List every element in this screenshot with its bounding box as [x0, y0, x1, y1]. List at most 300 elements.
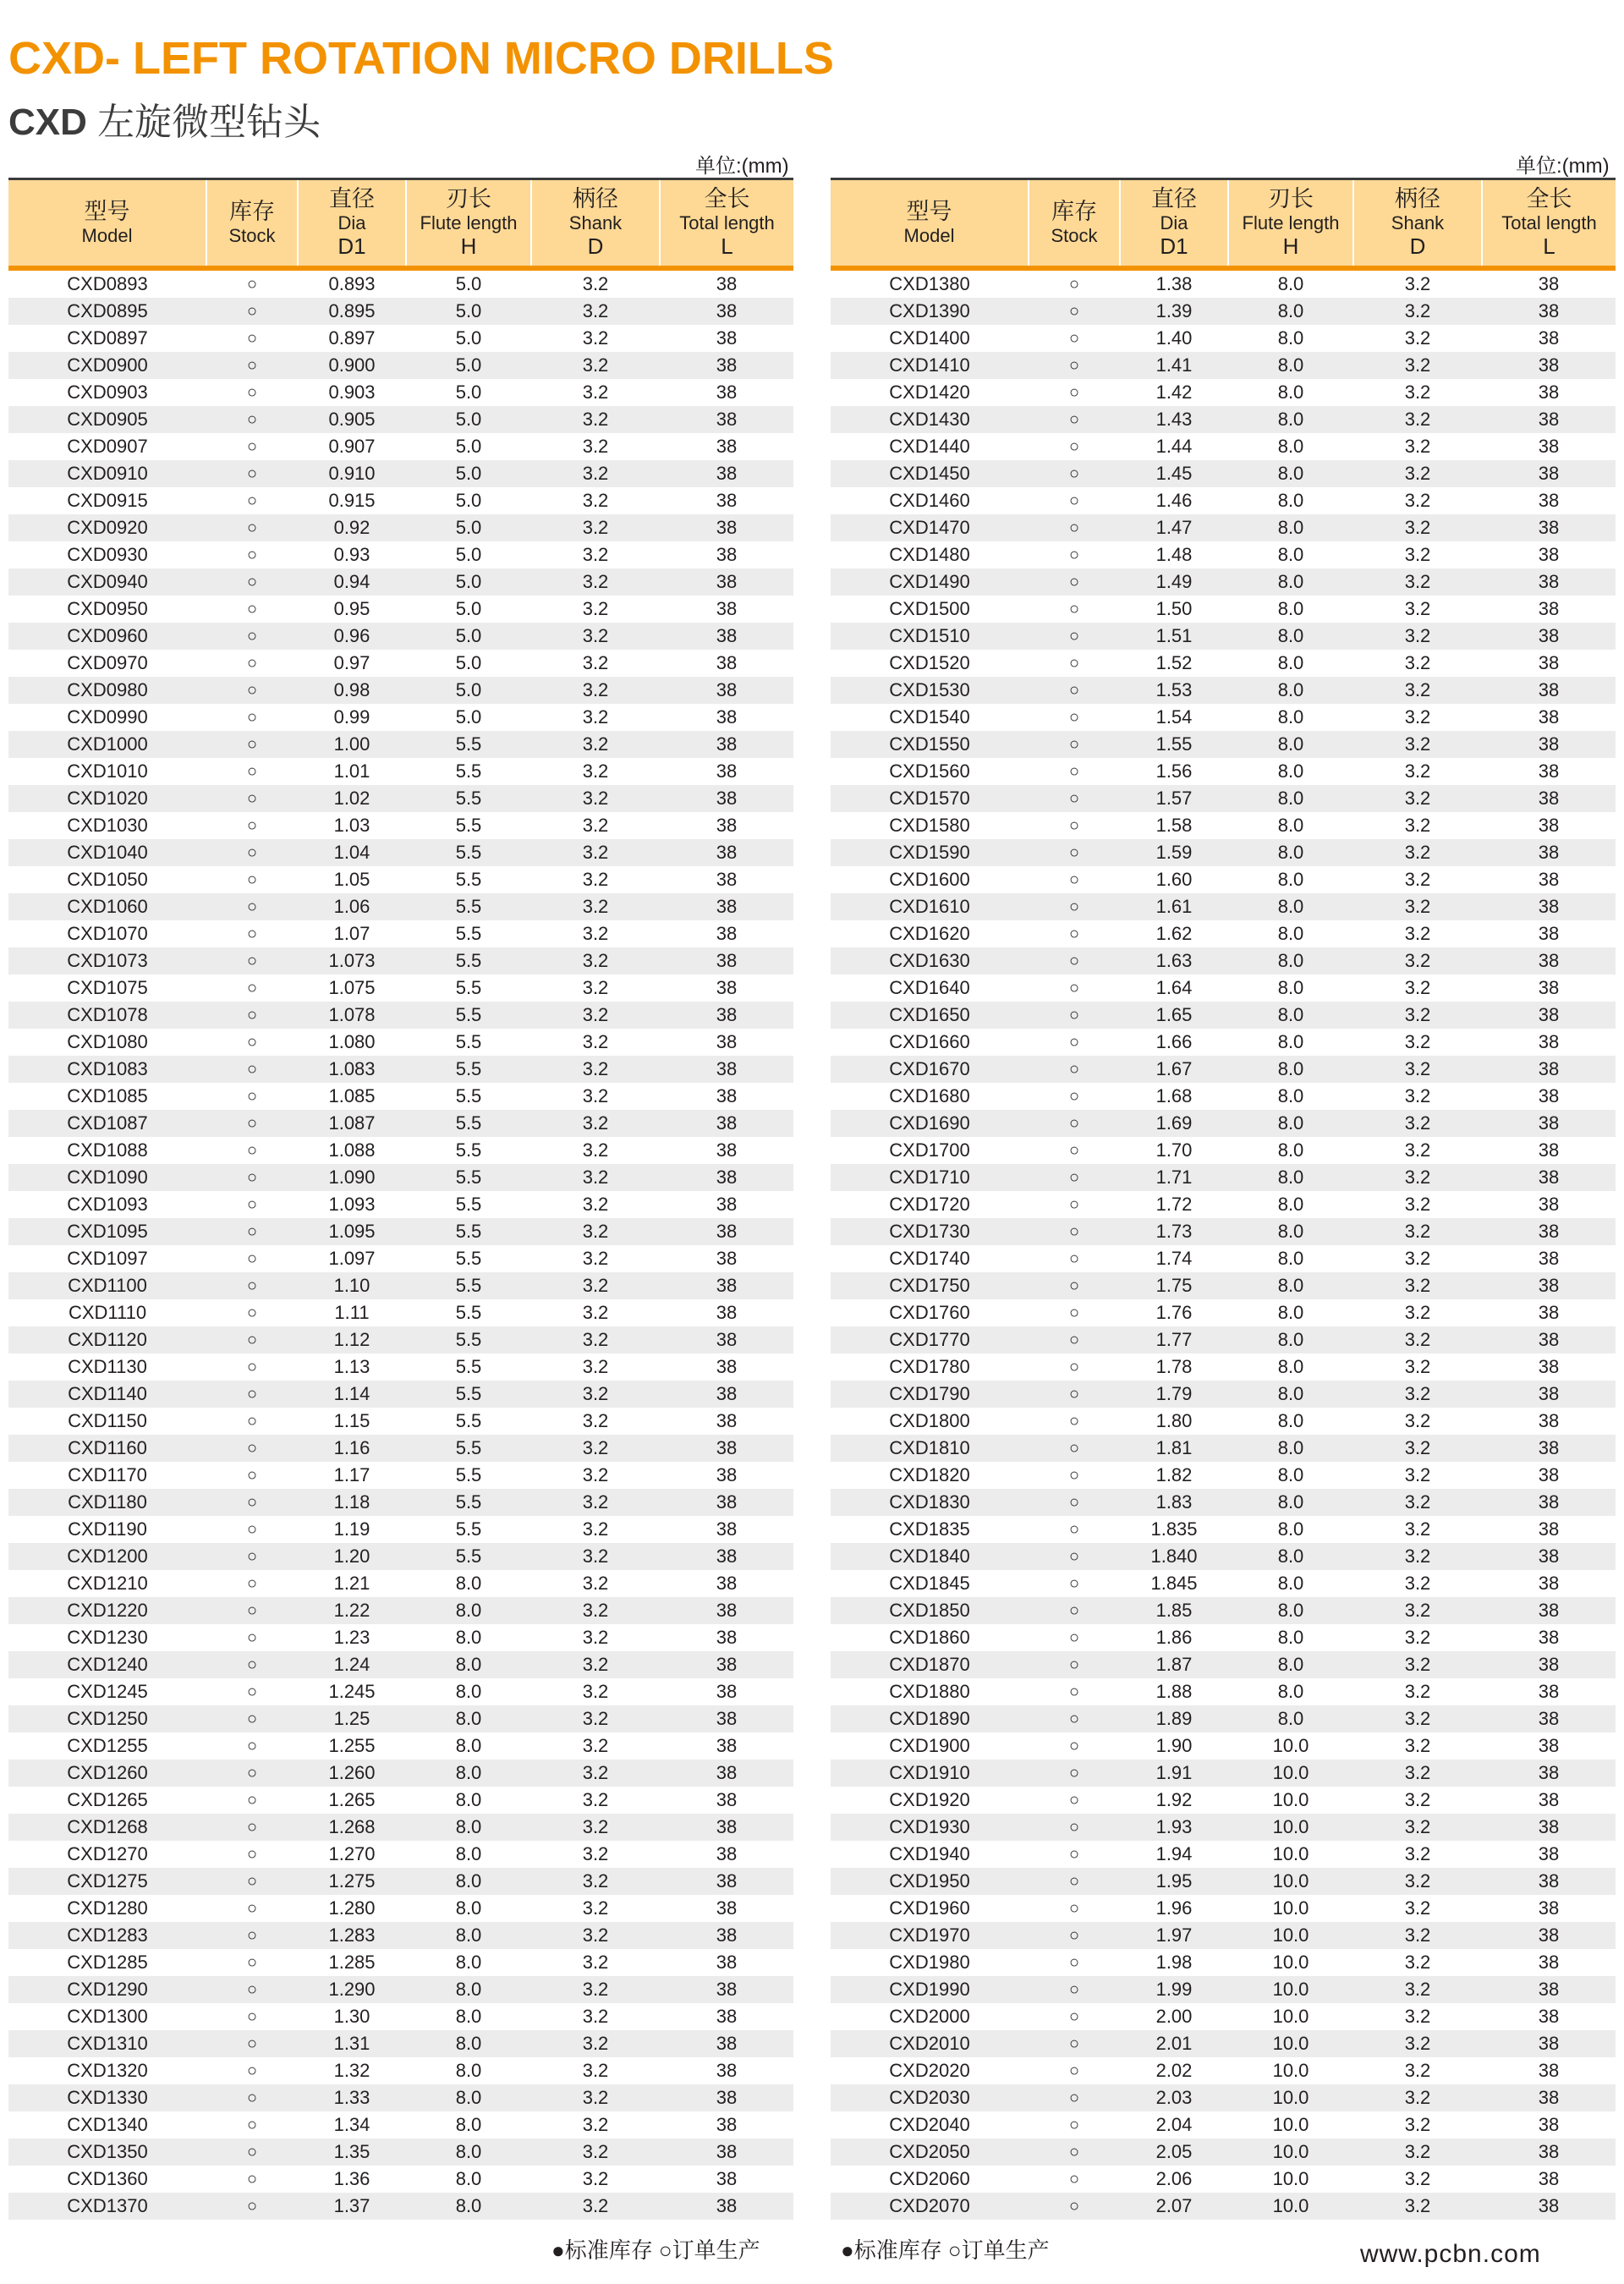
model-cell: CXD1940 [889, 1843, 970, 1864]
model-cell: CXD0990 [67, 706, 148, 727]
website-url: www.pcbn.com [1360, 2240, 1541, 2268]
flute-cell: 8.0 [1228, 1597, 1353, 1624]
shank-cell: 3.2 [531, 406, 660, 433]
table-row [831, 325, 1616, 352]
dia-cell: 1.265 [328, 1789, 376, 1810]
model-cell: CXD1790 [831, 1381, 1029, 1408]
stock-cell: ○ [1068, 816, 1080, 835]
flute-cell: 5.5 [406, 1164, 531, 1191]
model-cell: CXD1650 [831, 1002, 1029, 1029]
total-cell: 38 [1482, 1760, 1616, 1787]
flute-cell: 8.0 [1277, 490, 1304, 511]
total-cell: 38 [660, 1705, 793, 1732]
table-row [831, 947, 1616, 975]
stock-cell: ○ [206, 2193, 298, 2220]
stock-cell: ○ [246, 275, 258, 294]
table-row [831, 1191, 1616, 1218]
shank-cell: 3.2 [1404, 1356, 1431, 1377]
dia-cell: 1.41 [1120, 352, 1228, 379]
model-cell: CXD1095 [8, 1218, 206, 1245]
shank-cell: 3.2 [531, 1976, 660, 2003]
table-row [831, 596, 1616, 623]
stock-cell: ○ [246, 546, 258, 564]
shank-cell: 3.2 [1353, 1976, 1482, 2003]
flute-cell: 8.0 [1228, 568, 1353, 596]
flute-cell: 5.5 [455, 923, 482, 944]
flute-cell: 8.0 [1228, 514, 1353, 541]
header-model: 型号 Model [831, 179, 1029, 269]
dia-cell: 2.03 [1120, 2084, 1228, 2111]
flute-cell: 8.0 [1277, 923, 1304, 944]
stock-cell: ○ [246, 2007, 258, 2026]
table-row [8, 379, 793, 406]
stock-cell: ○ [1029, 1705, 1120, 1732]
flute-cell: 8.0 [1228, 893, 1353, 920]
dia-cell: 1.073 [298, 947, 406, 975]
flute-cell: 8.0 [455, 1843, 482, 1864]
stock-cell: ○ [1029, 1489, 1120, 1516]
table-row [831, 677, 1616, 704]
stock-cell: ○ [1068, 1683, 1080, 1701]
dia-cell: 1.87 [1120, 1651, 1228, 1678]
flute-cell: 10.0 [1228, 1922, 1353, 1949]
table-row [831, 1922, 1616, 1949]
shank-cell: 3.2 [1353, 947, 1482, 975]
shank-cell: 3.2 [1404, 2006, 1431, 2027]
model-cell: CXD1268 [8, 1814, 206, 1841]
dia-cell: 1.95 [1120, 1868, 1228, 1895]
shank-cell: 3.2 [531, 1326, 660, 1353]
model-cell: CXD1845 [889, 1573, 970, 1594]
table-row [831, 514, 1616, 541]
stock-cell: ○ [246, 2116, 258, 2134]
stock-cell: ○ [1068, 1574, 1080, 1593]
table-row [831, 1462, 1616, 1489]
dia-cell: 1.99 [1120, 1976, 1228, 2003]
shank-cell: 3.2 [1353, 731, 1482, 758]
table-row [8, 1651, 793, 1678]
model-cell: CXD1255 [67, 1735, 148, 1756]
model-cell: CXD1540 [889, 706, 970, 727]
table-row [831, 1326, 1616, 1353]
total-cell: 38 [716, 1573, 738, 1594]
flute-cell: 8.0 [1277, 1085, 1304, 1106]
dia-cell: 1.35 [298, 2139, 406, 2166]
stock-cell: ○ [246, 2170, 258, 2188]
flute-cell: 8.0 [406, 2030, 531, 2057]
flute-cell: 8.0 [455, 1897, 482, 1919]
stock-cell: ○ [206, 2030, 298, 2057]
model-cell: CXD2030 [831, 2084, 1029, 2111]
dia-cell: 1.64 [1155, 977, 1193, 998]
flute-cell: 5.0 [455, 598, 482, 619]
shank-cell: 3.2 [531, 1868, 660, 1895]
shank-cell: 3.2 [582, 2168, 609, 2189]
total-cell: 38 [716, 706, 738, 727]
total-cell: 38 [1482, 1218, 1616, 1245]
model-cell: CXD0893 [67, 273, 148, 294]
stock-cell: ○ [1029, 785, 1120, 812]
total-cell: 38 [660, 2030, 793, 2057]
total-cell: 38 [716, 490, 738, 511]
total-cell: 38 [716, 436, 738, 457]
shank-cell: 3.2 [1404, 1518, 1431, 1540]
model-cell: CXD0930 [67, 544, 148, 565]
flute-cell: 8.0 [406, 1651, 531, 1678]
total-cell: 38 [716, 1735, 738, 1756]
stock-cell: ○ [1029, 568, 1120, 596]
dia-cell: 0.94 [298, 568, 406, 596]
dia-cell: 1.88 [1155, 1681, 1193, 1702]
table-row [831, 975, 1616, 1002]
table-row [8, 325, 793, 352]
table-row [8, 1462, 793, 1489]
table-row [8, 1597, 793, 1624]
stock-cell: ○ [1029, 1218, 1120, 1245]
model-cell: CXD1670 [831, 1056, 1029, 1083]
flute-cell: 8.0 [455, 1573, 482, 1594]
table-row [831, 487, 1616, 514]
table-row [831, 1732, 1616, 1760]
stock-cell: ○ [246, 1141, 258, 1160]
dia-cell: 1.56 [1155, 760, 1193, 782]
model-cell: CXD1100 [8, 1272, 206, 1299]
flute-cell: 8.0 [1277, 1410, 1304, 1431]
stock-cell: ○ [246, 383, 258, 402]
total-cell: 38 [1482, 298, 1616, 325]
stock-cell: ○ [1068, 1899, 1080, 1918]
total-cell: 38 [1482, 1814, 1616, 1841]
flute-cell: 8.0 [406, 1814, 531, 1841]
model-cell: CXD1770 [831, 1326, 1029, 1353]
dia-cell: 1.24 [298, 1651, 406, 1678]
stock-cell: ○ [206, 1922, 298, 1949]
flute-cell: 10.0 [1228, 1976, 1353, 2003]
header-dia: 直径 Dia D1 [1120, 179, 1228, 269]
table-row [8, 1272, 793, 1299]
shank-cell: 3.2 [531, 514, 660, 541]
header-total: 全长 Total length L [1482, 179, 1616, 269]
dia-cell: 1.52 [1155, 652, 1193, 673]
shank-cell: 3.2 [1404, 1573, 1431, 1594]
table-row [831, 1245, 1616, 1272]
table-row [831, 1164, 1616, 1191]
stock-cell: ○ [246, 1304, 258, 1322]
dia-cell: 0.905 [298, 406, 406, 433]
header-flute: 刃长 Flute length H [1228, 179, 1353, 269]
stock-cell: ○ [1029, 893, 1120, 920]
total-cell: 38 [660, 1760, 793, 1787]
total-cell: 38 [660, 623, 793, 650]
table-row [831, 433, 1616, 460]
flute-cell: 5.0 [406, 406, 531, 433]
flute-cell: 10.0 [1272, 1735, 1309, 1756]
table-row [831, 1624, 1616, 1651]
total-cell: 38 [1538, 1681, 1560, 1702]
table-row [8, 1056, 793, 1083]
table-row [8, 596, 793, 623]
stock-cell: ○ [246, 654, 258, 673]
total-cell: 38 [1482, 2084, 1616, 2111]
total-cell: 38 [1482, 893, 1616, 920]
stock-cell: ○ [1029, 514, 1120, 541]
table-row [831, 1272, 1616, 1299]
dia-cell: 1.96 [1155, 1897, 1193, 1919]
flute-cell: 10.0 [1228, 1814, 1353, 1841]
total-cell: 38 [660, 731, 793, 758]
dia-cell: 1.285 [328, 1952, 376, 1973]
shank-cell: 3.2 [582, 652, 609, 673]
stock-cell: ○ [206, 1489, 298, 1516]
header-total: 全长 Total length L [660, 179, 793, 269]
total-cell: 38 [1538, 1194, 1560, 1215]
stock-cell: ○ [1029, 460, 1120, 487]
dia-cell: 1.18 [298, 1489, 406, 1516]
model-cell: CXD1150 [68, 1410, 147, 1431]
table-row [831, 1083, 1616, 1110]
dia-cell: 0.900 [298, 352, 406, 379]
stock-cell: ○ [1029, 1435, 1120, 1462]
flute-cell: 8.0 [1228, 1435, 1353, 1462]
model-cell: CXD1110 [68, 1302, 147, 1323]
shank-cell: 3.2 [531, 1760, 660, 1787]
model-cell: CXD1300 [67, 2006, 148, 2027]
flute-cell: 10.0 [1228, 2193, 1353, 2220]
shank-cell: 3.2 [1404, 760, 1431, 782]
flute-cell: 5.5 [455, 1464, 482, 1485]
flute-cell: 10.0 [1272, 2006, 1309, 2027]
flute-cell: 8.0 [1277, 1139, 1304, 1161]
shank-cell: 3.2 [531, 1651, 660, 1678]
table-row [831, 2003, 1616, 2030]
shank-cell: 3.2 [582, 1139, 609, 1161]
shank-cell: 3.2 [1353, 1110, 1482, 1137]
stock-cell: ○ [1068, 1466, 1080, 1485]
shank-cell: 3.2 [531, 623, 660, 650]
total-cell: 38 [1538, 1843, 1560, 1864]
shank-cell: 3.2 [1404, 1789, 1431, 1810]
flute-cell: 8.0 [1228, 947, 1353, 975]
total-cell: 38 [716, 2006, 738, 2027]
shank-cell: 3.2 [1404, 1248, 1431, 1269]
shank-cell: 3.2 [531, 1381, 660, 1408]
table-row [831, 1760, 1616, 1787]
table-header-row [8, 179, 793, 269]
model-cell: CXD1250 [8, 1705, 206, 1732]
total-cell: 38 [1538, 1356, 1560, 1377]
total-cell: 38 [1538, 977, 1560, 998]
shank-cell: 3.2 [582, 1735, 609, 1756]
total-cell: 38 [660, 568, 793, 596]
flute-cell: 5.5 [406, 1056, 531, 1083]
flute-cell: 10.0 [1228, 2084, 1353, 2111]
flute-cell: 8.0 [1277, 382, 1304, 403]
stock-cell: ○ [246, 1791, 258, 1809]
table-row [8, 433, 793, 460]
table-row [8, 1624, 793, 1651]
dia-cell: 1.33 [298, 2084, 406, 2111]
stock-cell: ○ [246, 491, 258, 510]
model-cell: CXD1880 [889, 1681, 970, 1702]
shank-cell: 3.2 [1404, 490, 1431, 511]
total-cell: 38 [1482, 460, 1616, 487]
flute-cell: 8.0 [406, 1705, 531, 1732]
total-cell: 38 [716, 760, 738, 782]
table-row [831, 1814, 1616, 1841]
model-cell: CXD0970 [67, 652, 148, 673]
flute-cell: 5.5 [455, 1518, 482, 1540]
total-cell: 38 [716, 382, 738, 403]
dia-cell: 1.255 [328, 1735, 376, 1756]
model-cell: CXD1730 [831, 1218, 1029, 1245]
shank-cell: 3.2 [1404, 706, 1431, 727]
stock-cell: ○ [1029, 1110, 1120, 1137]
flute-cell: 5.5 [406, 1381, 531, 1408]
model-cell: CXD1750 [831, 1272, 1029, 1299]
table-row [831, 268, 1616, 298]
table-row [8, 1381, 793, 1408]
model-cell: CXD0897 [67, 327, 148, 349]
total-cell: 38 [1482, 352, 1616, 379]
shank-cell: 3.2 [582, 2114, 609, 2135]
flute-cell: 8.0 [406, 1922, 531, 1949]
dia-cell: 1.45 [1120, 460, 1228, 487]
shank-cell: 3.2 [531, 893, 660, 920]
total-cell: 38 [1538, 273, 1560, 294]
table-row [8, 1732, 793, 1760]
table-row [831, 1868, 1616, 1895]
stock-cell: ○ [206, 514, 298, 541]
total-cell: 38 [1482, 677, 1616, 704]
model-cell: CXD1160 [8, 1435, 206, 1462]
table-row [8, 1002, 793, 1029]
shank-cell: 3.2 [582, 923, 609, 944]
dia-cell: 1.55 [1120, 731, 1228, 758]
total-cell: 38 [660, 1543, 793, 1570]
shank-cell: 3.2 [1353, 298, 1482, 325]
shank-cell: 3.2 [582, 1952, 609, 1973]
stock-cell: ○ [246, 979, 258, 997]
total-cell: 38 [716, 327, 738, 349]
dia-cell: 1.05 [333, 869, 370, 890]
shank-cell: 3.2 [1353, 2193, 1482, 2220]
model-cell: CXD0940 [8, 568, 206, 596]
model-cell: CXD1990 [831, 1976, 1029, 2003]
shank-cell: 3.2 [582, 1573, 609, 1594]
total-cell: 38 [660, 1002, 793, 1029]
model-cell: CXD1840 [831, 1543, 1029, 1570]
total-cell: 38 [716, 1681, 738, 1702]
dia-cell: 1.97 [1120, 1922, 1228, 1949]
dia-cell: 1.53 [1120, 677, 1228, 704]
dia-cell: 1.63 [1120, 947, 1228, 975]
flute-cell: 10.0 [1272, 1843, 1309, 1864]
stock-cell: ○ [246, 437, 258, 456]
model-cell: CXD1310 [8, 2030, 206, 2057]
total-cell: 38 [716, 923, 738, 944]
flute-cell: 10.0 [1228, 2139, 1353, 2166]
flute-cell: 10.0 [1228, 1760, 1353, 1787]
dia-cell: 2.06 [1155, 2168, 1193, 2189]
table-row [8, 1164, 793, 1191]
dia-cell: 1.075 [328, 977, 376, 998]
flute-cell: 8.0 [1228, 1543, 1353, 1570]
shank-cell: 3.2 [531, 1002, 660, 1029]
total-cell: 38 [660, 298, 793, 325]
model-cell: CXD1760 [889, 1302, 970, 1323]
shank-cell: 3.2 [1353, 1922, 1482, 1949]
model-cell: CXD1040 [8, 839, 206, 866]
stock-cell: ○ [206, 947, 298, 975]
flute-cell: 5.5 [455, 869, 482, 890]
stock-cell: ○ [206, 1651, 298, 1678]
dia-cell: 1.75 [1120, 1272, 1228, 1299]
dia-cell: 1.16 [298, 1435, 406, 1462]
shank-cell: 3.2 [1404, 869, 1431, 890]
flute-cell: 10.0 [1272, 2168, 1309, 2189]
dia-cell: 1.30 [333, 2006, 370, 2027]
total-cell: 38 [660, 1056, 793, 1083]
model-cell: CXD1640 [889, 977, 970, 998]
total-cell: 38 [660, 785, 793, 812]
total-cell: 38 [1482, 1489, 1616, 1516]
stock-cell: ○ [1029, 1002, 1120, 1029]
flute-cell: 5.5 [455, 760, 482, 782]
flute-cell: 8.0 [1277, 1356, 1304, 1377]
flute-cell: 8.0 [1277, 273, 1304, 294]
dia-cell: 2.00 [1155, 2006, 1193, 2027]
dia-cell: 2.05 [1120, 2139, 1228, 2166]
flute-cell: 8.0 [1277, 1573, 1304, 1594]
table-row [8, 487, 793, 514]
stock-cell: ○ [206, 460, 298, 487]
shank-cell: 3.2 [1404, 1410, 1431, 1431]
total-cell: 38 [660, 1164, 793, 1191]
dia-cell: 0.903 [328, 382, 376, 403]
shank-cell: 3.2 [1353, 1651, 1482, 1678]
model-cell: CXD1910 [831, 1760, 1029, 1787]
model-cell: CXD1890 [831, 1705, 1029, 1732]
total-cell: 38 [660, 2193, 793, 2220]
model-cell: CXD1720 [889, 1194, 970, 1215]
dia-cell: 1.25 [298, 1705, 406, 1732]
shank-cell: 3.2 [1404, 1843, 1431, 1864]
dia-cell: 1.46 [1155, 490, 1193, 511]
table-row [8, 758, 793, 785]
dia-cell: 1.49 [1120, 568, 1228, 596]
flute-cell: 5.5 [455, 1139, 482, 1161]
flute-cell: 5.5 [406, 785, 531, 812]
dia-cell: 1.42 [1155, 382, 1193, 403]
model-cell: CXD1088 [67, 1139, 148, 1161]
flute-cell: 8.0 [406, 1976, 531, 2003]
model-cell: CXD1660 [889, 1031, 970, 1052]
stock-cell: ○ [206, 1435, 298, 1462]
stock-cell: ○ [246, 1737, 258, 1755]
stock-cell: ○ [1029, 406, 1120, 433]
stock-cell: ○ [1029, 1597, 1120, 1624]
flute-cell: 8.0 [1228, 731, 1353, 758]
total-cell: 38 [660, 1381, 793, 1408]
shank-cell: 3.2 [1404, 598, 1431, 619]
dia-cell: 1.088 [328, 1139, 376, 1161]
flute-cell: 8.0 [1277, 1194, 1304, 1215]
model-cell: CXD1285 [67, 1952, 148, 1973]
legend-left: ●标准库存 ○订单生产 [551, 2237, 760, 2263]
table-row [8, 812, 793, 839]
stock-cell: ○ [246, 762, 258, 781]
subtitle-cn: 左旋微型钻头 [97, 102, 321, 143]
